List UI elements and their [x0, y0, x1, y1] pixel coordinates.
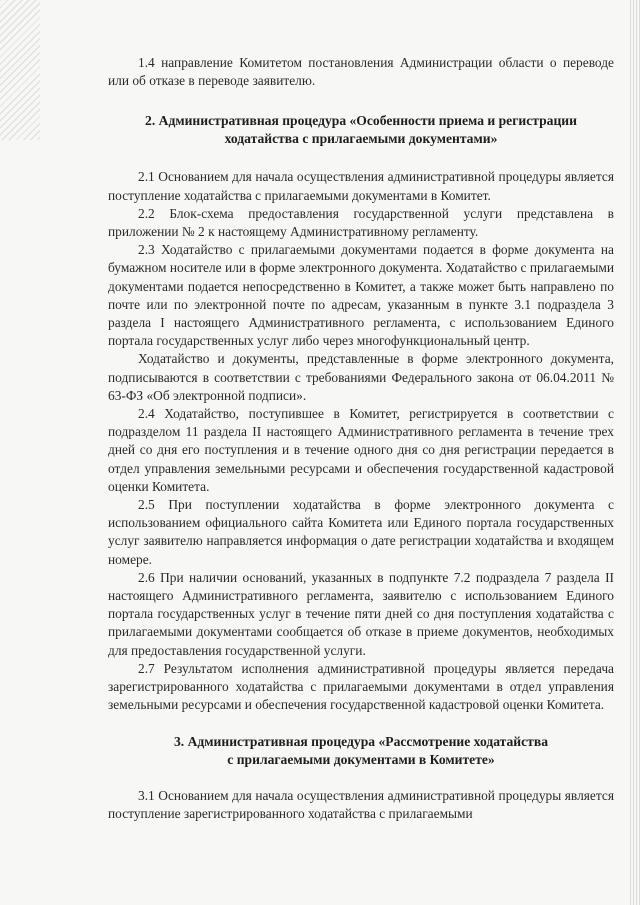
paragraph-2-7: 2.7 Результатом исполнения административной процедуры является передача зарегистрированного ходатайства с прилагаемыми документами в отдел управления земельными ресурсами и обеспечения государственной кадастровой оценки Комитета. — [108, 660, 614, 713]
document-page — [108, 54, 614, 823]
paragraph-2-6: 2.6 При наличии оснований, указанных в подпункте 7.2 подраздела 7 раздела II настоящего Административного регламента, заявителю с использованием Единого портала государственных услуг в течение пяти дней со дня поступления ходатайства с прилагаемыми документами сообщается об отказе в приеме документов, необходимых для предоставления государственной услуги. — [108, 569, 614, 658]
paragraph-2-3-electronic: Ходатайство и документы, представленные в форме электронного документа, подписываются в соответствии с требованиями Федерального закона от 06.04.2011 № 63-ФЗ «Об электронной подписи». — [108, 351, 614, 403]
paragraph-2-4: 2.4 Ходатайство, поступившее в Комитет, регистрируется в соответствии с подразделом 11 раздела II настоящего Административного регламента в течение трех дней со дня его поступления и в течение одного дня со дня регистрации передается в отдел управления земельными ресурсами и обеспечения государственной кадастровой оценки Комитета. — [108, 406, 614, 494]
paragraph-2-3: 2.3 Ходатайство с прилагаемыми документами подается в форме документа на бумажном носителе или в форме электронного документа. Ходатайство с прилагаемыми документами подается непосредственно в Комитет, а также может быть направлено по почте или по электронной почте по адресам, указанным в пункте 3.1 подраздела 3 раздела I настоящего Административного регламента, с использованием Единого портала государственных услуг либо через многофункциональный центр. — [108, 242, 614, 349]
section-3-heading — [108, 733, 614, 769]
section-3-heading-line-1: 3. Административная процедура «Рассмотрение ходатайства — [174, 733, 548, 749]
section-2-heading-line-1: 2. Административная процедура «Особенности приема и регистрации — [145, 113, 577, 129]
section-2-heading — [108, 112, 614, 148]
scan-shadow-right — [630, 0, 640, 905]
paragraph-3-1: 3.1 Основанием для начала осуществления административной процедуры является поступление зарегистрированного ходатайства с прилагаемыми — [108, 787, 614, 821]
section-3-heading-line-2: с прилагаемыми документами в Комитете» — [227, 751, 495, 767]
paragraph-2-5: 2.5 При поступлении ходатайства в форме электронного документа с использованием официального сайта Комитета или Единого портала государственных услуг заявителю направляется информация о дате регистрации ходатайства и входящем номере. — [108, 497, 614, 567]
paragraph-2-1: 2.1 Основанием для начала осуществления административной процедуры является поступление ходатайства с прилагаемыми документами в Комитет. — [108, 169, 614, 203]
section-2-heading-line-2: ходатайства с прилагаемыми документами» — [224, 131, 498, 147]
scan-shadow-left — [0, 0, 40, 140]
paragraph-2-2: 2.2 Блок-схема предоставления государственной услуги представлена в приложении № 2 к настоящему Административному регламенту. — [108, 205, 614, 240]
paragraph-1-4: 1.4 направление Комитетом постановления Администрации области о переводе или об отказе в переводе заявителю. — [108, 55, 614, 89]
